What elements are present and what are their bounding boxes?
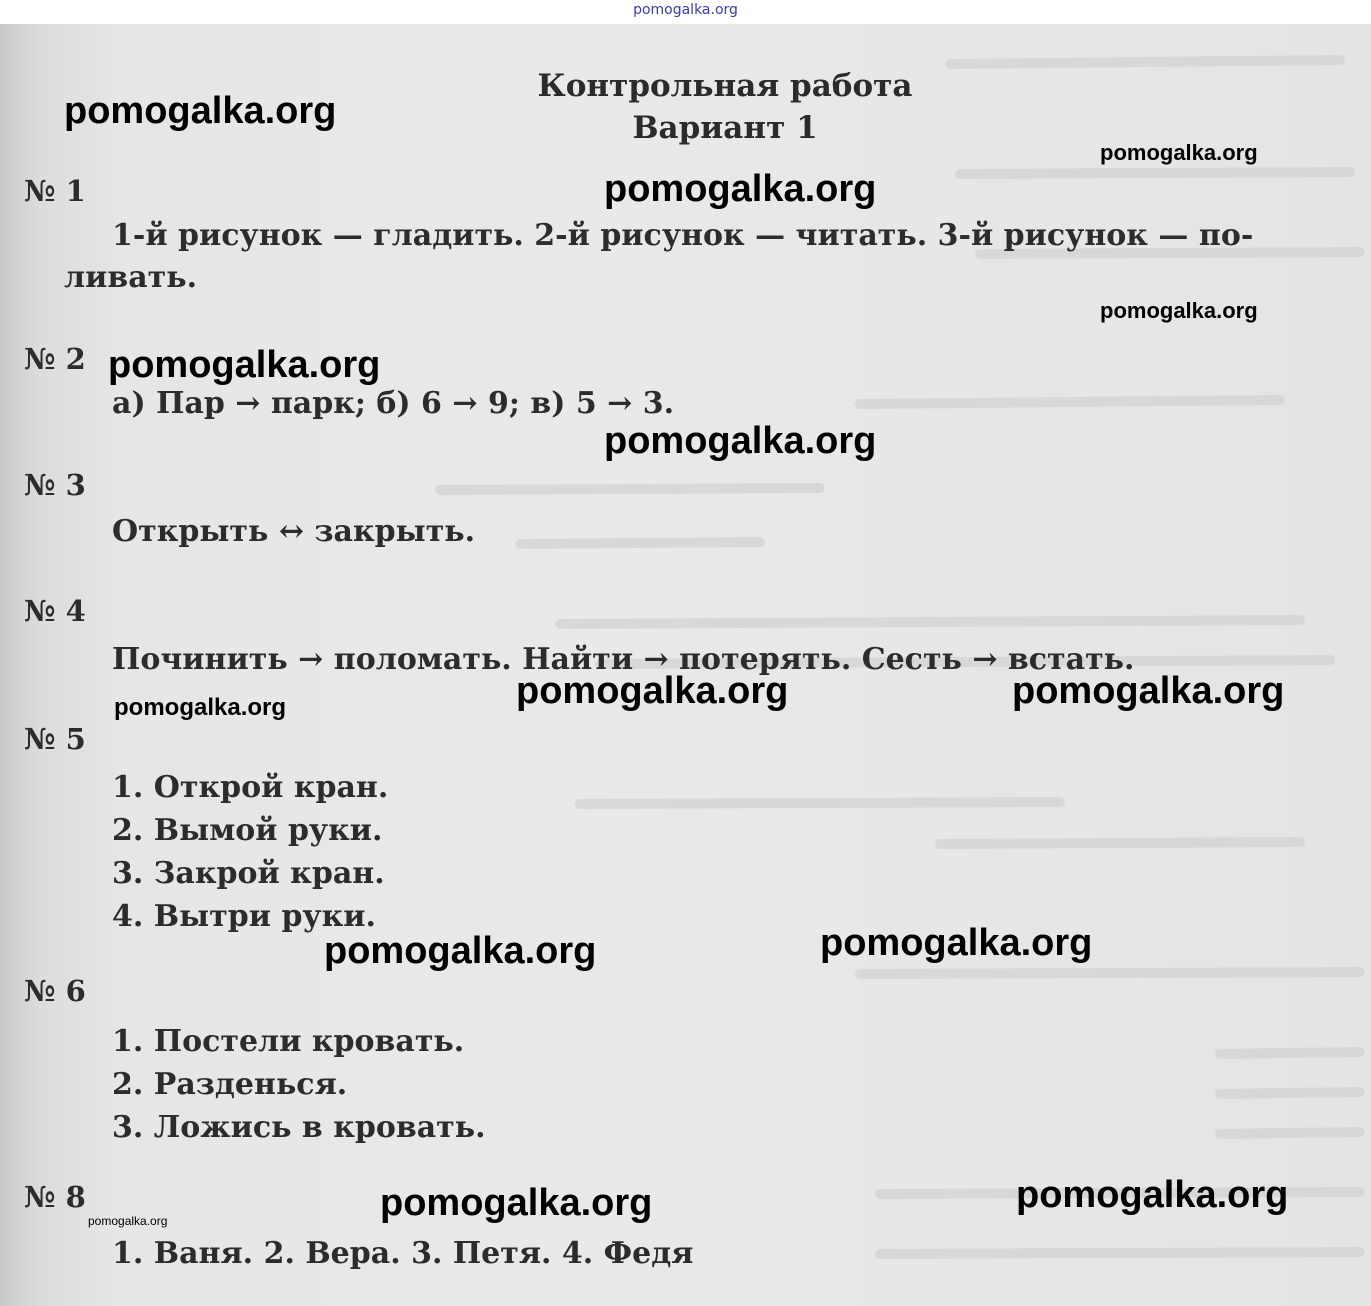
list-item: 4. Вытри руки. bbox=[112, 899, 376, 934]
list-item: 2. Вымой руки. bbox=[112, 813, 383, 848]
task-text: Починить → поломать. Найти → потерять. Сесть → встать. bbox=[112, 642, 1135, 677]
watermark: pomogalka.org bbox=[64, 90, 337, 132]
task-number: № 2 bbox=[24, 342, 86, 376]
task-text: ливать. bbox=[64, 260, 198, 295]
task-number: № 5 bbox=[24, 722, 86, 756]
watermark: pomogalka.org bbox=[820, 922, 1093, 964]
watermark: pomogalka.org bbox=[516, 670, 789, 712]
list-item: 3. Закрой кран. bbox=[112, 856, 385, 891]
scanned-page bbox=[0, 24, 1371, 1306]
watermark: pomogalka.org bbox=[88, 1214, 168, 1228]
task-text: а) Пар → парк; б) 6 → 9; в) 5 → 3. bbox=[112, 386, 675, 421]
watermark: pomogalka.org bbox=[324, 930, 597, 972]
task-text: 1-й рисунок — гладить. 2-й рисунок — читать. 3-й рисунок — по- bbox=[112, 218, 1254, 253]
page-title: Контрольная работа bbox=[537, 68, 913, 104]
task-number: № 6 bbox=[24, 974, 86, 1008]
list-item: 3. Ложись в кровать. bbox=[112, 1110, 486, 1145]
watermark: pomogalka.org bbox=[114, 694, 287, 721]
task-text: Открыть ↔ закрыть. bbox=[112, 514, 476, 549]
task-number: № 4 bbox=[24, 594, 86, 628]
top-site-link[interactable]: pomogalka.org bbox=[633, 2, 738, 18]
watermark: pomogalka.org bbox=[1012, 670, 1285, 712]
task-number: № 8 bbox=[24, 1180, 86, 1214]
task-text: 1. Ваня. 2. Вера. 3. Петя. 4. Федя bbox=[112, 1236, 694, 1271]
watermark: pomogalka.org bbox=[604, 420, 877, 462]
watermark: pomogalka.org bbox=[380, 1182, 653, 1224]
task-number: № 1 bbox=[24, 174, 86, 208]
watermark: pomogalka.org bbox=[1016, 1174, 1289, 1216]
list-item: 2. Разденься. bbox=[112, 1067, 348, 1102]
watermark: pomogalka.org bbox=[1100, 298, 1258, 323]
list-item: 1. Открой кран. bbox=[112, 770, 389, 805]
watermark: pomogalka.org bbox=[108, 344, 381, 386]
page-subtitle: Вариант 1 bbox=[632, 110, 818, 146]
task-number: № 3 bbox=[24, 468, 86, 502]
watermark: pomogalka.org bbox=[1100, 140, 1258, 165]
list-item: 1. Постели кровать. bbox=[112, 1024, 465, 1059]
watermark: pomogalka.org bbox=[604, 168, 877, 210]
